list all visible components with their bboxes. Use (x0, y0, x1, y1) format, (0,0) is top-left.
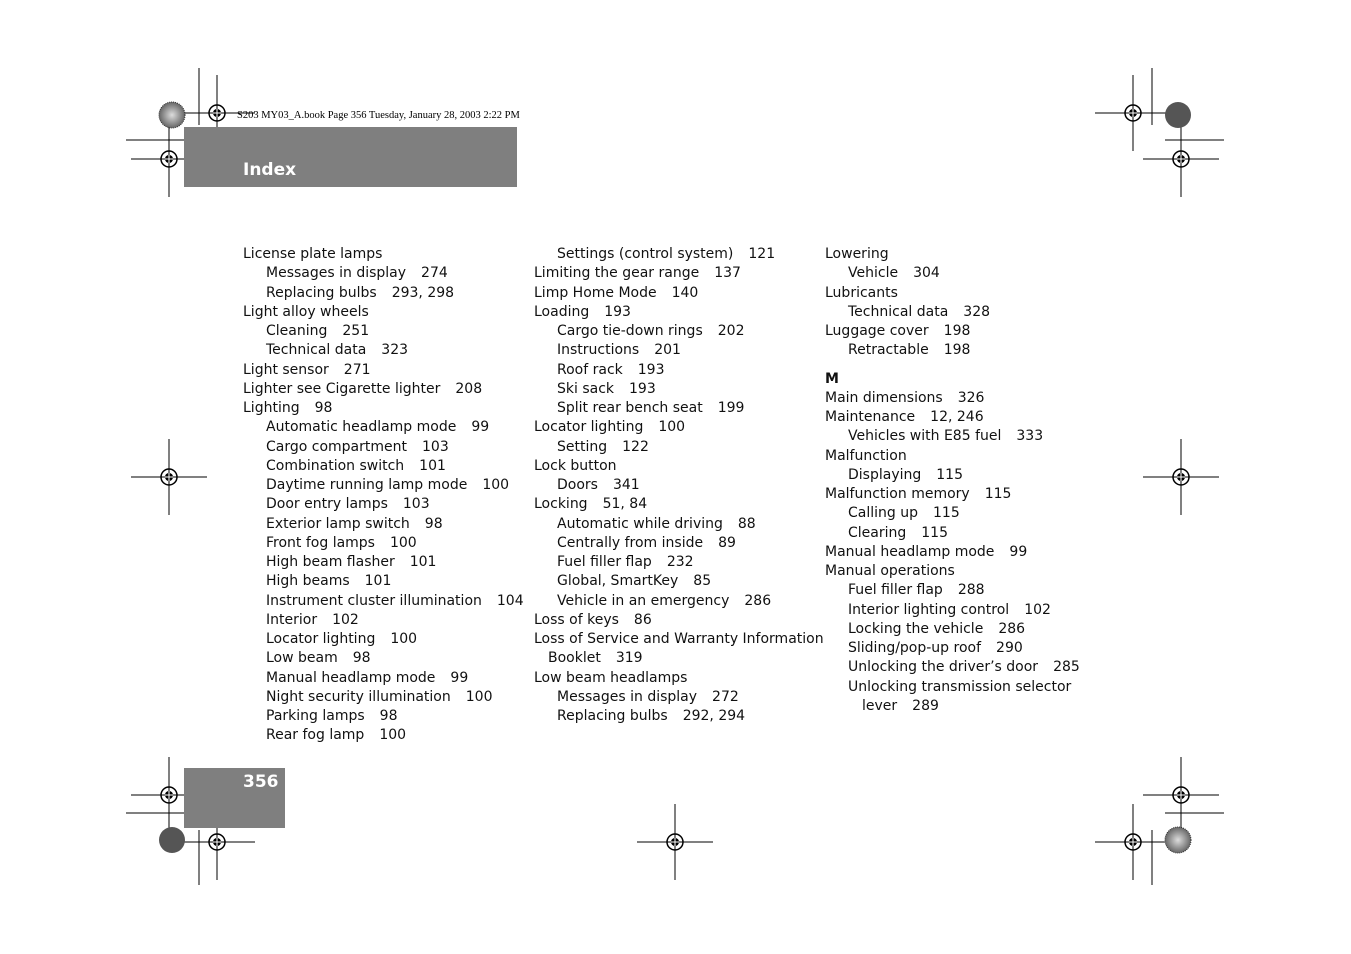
entry-page-ref: 115 (921, 524, 948, 541)
entry-term: High beam flasher (266, 554, 395, 570)
entry-term: Maintenance (825, 409, 916, 425)
entry-page-ref: 304 (913, 265, 940, 282)
entry-term: Exterior lamp switch (266, 515, 410, 532)
index-letter-heading (825, 370, 1115, 389)
entry-page-ref: 99 (1009, 543, 1028, 560)
registration-mark-icon (1143, 757, 1219, 833)
entry-page-ref: 100 (465, 688, 493, 705)
color-bar-dot-icon (1165, 827, 1191, 853)
entry-term: Instructions (557, 342, 640, 359)
registration-mark-icon (131, 439, 207, 515)
entry-page-ref: 100 (389, 534, 417, 551)
entry-page-ref: 122 (622, 438, 649, 455)
entry-page-ref: 89 (718, 534, 736, 551)
page-number-tab (184, 768, 285, 828)
print-slug: S203 MY03_A.book Page 356 Tuesday, January 28, 2003 2:22 PM (237, 110, 520, 121)
index-subentry (243, 438, 533, 457)
entry-page-ref: 198 (943, 342, 971, 359)
index-entry (825, 408, 1115, 427)
entry-page-ref: 100 (482, 477, 510, 493)
entry-term: Calling up (848, 505, 918, 522)
entry-term: Main dimensions (825, 389, 943, 406)
entry-page-ref: 102 (332, 611, 359, 628)
entry-page-ref: 293, 298 (391, 284, 455, 301)
index-subentry (243, 495, 533, 514)
entry-term: Replacing bulbs (266, 284, 377, 301)
index-entry (534, 495, 824, 514)
index-subentry (825, 427, 1115, 446)
entry-page-ref: 288 (957, 582, 985, 599)
entry-term: Messages in display (557, 688, 698, 705)
entry-term: Parking lamps (266, 708, 365, 724)
entry-term: Manual headlamp mode (266, 669, 436, 686)
index-subentry (243, 669, 533, 688)
page-number: 356 (243, 772, 279, 792)
index-subentry (534, 649, 824, 668)
entry-term: License plate lamps (243, 246, 383, 262)
index-subentry (243, 418, 533, 437)
index-subentry (243, 515, 533, 534)
entry-term: Locking (534, 496, 588, 513)
index-subentry (243, 611, 533, 630)
entry-page-ref: 140 (671, 284, 699, 301)
entry-term: Light sensor (243, 361, 329, 378)
entry-term: Loss of keys (534, 611, 619, 628)
index-subentry (243, 534, 533, 553)
entry-term: Malfunction (825, 447, 907, 464)
entry-term: Luggage cover (825, 323, 929, 339)
index-entry (534, 303, 824, 322)
entry-page-ref: 12, 246 (930, 409, 984, 425)
entry-page-ref: 98 (352, 650, 371, 667)
index-subentry (534, 553, 824, 572)
entry-term: Ski sack (557, 380, 615, 397)
index-subentry (825, 639, 1115, 658)
entry-page-ref: 86 (633, 611, 652, 628)
index-subentry (825, 264, 1115, 283)
entry-term: Split rear bench seat (557, 400, 703, 416)
entry-term: Loading (534, 303, 590, 320)
section-title: Index (243, 160, 297, 180)
entry-page-ref: 274 (421, 265, 448, 282)
entry-term: Front fog lamps (266, 534, 375, 551)
entry-term: Roof rack (557, 361, 623, 378)
entry-term: Daytime running lamp mode (266, 477, 468, 493)
entry-term: Vehicle in an emergency (557, 592, 730, 609)
entry-term: Loss of Service and Warranty Information (534, 631, 824, 647)
entry-page-ref: 102 (1024, 601, 1051, 618)
entry-term: Low beam headlamps (534, 669, 688, 686)
index-entry (243, 245, 533, 264)
index-subentry (534, 534, 824, 553)
index-subentry (825, 524, 1115, 543)
entry-term: Limp Home Mode (534, 284, 657, 301)
entry-term: Centrally from inside (557, 534, 704, 551)
index-entry (534, 630, 824, 649)
entry-page-ref: 271 (343, 361, 371, 378)
entry-term: Displaying (848, 466, 922, 483)
entry-term: Setting (557, 438, 608, 455)
index-subentry (825, 658, 1115, 677)
entry-page-ref: 272 (712, 688, 739, 705)
entry-page-ref: 193 (637, 361, 665, 378)
index-entry (534, 264, 824, 283)
entry-page-ref: 198 (943, 323, 971, 339)
entry-page-ref: 202 (717, 323, 745, 339)
entry-page-ref: 98 (379, 708, 398, 724)
index-subentry (825, 678, 1115, 697)
entry-term: Technical data (848, 303, 949, 320)
index-entry (534, 669, 824, 688)
color-bar-dot-icon (159, 827, 185, 853)
entry-page-ref: 115 (984, 486, 1012, 502)
entry-page-ref: 99 (471, 419, 490, 436)
entry-term: Fuel filler flap (557, 554, 652, 570)
index-subentry (825, 581, 1115, 600)
entry-page-ref: 208 (455, 380, 483, 397)
index-subentry (534, 361, 824, 380)
entry-page-ref: 101 (364, 573, 392, 590)
entry-page-ref: 286 (744, 592, 772, 609)
entry-term: Lighting (243, 400, 300, 416)
index-subentry (534, 515, 824, 534)
index-subentry (534, 592, 824, 611)
index-subentry (534, 341, 824, 360)
entry-term: Cargo compartment (266, 438, 407, 455)
entry-term: Cargo tie-down rings (557, 323, 703, 339)
entry-term: Automatic while driving (557, 515, 723, 532)
index-subentry (534, 399, 824, 418)
entry-term: Combination switch (266, 457, 405, 474)
entry-term: Unlocking the driver’s door (848, 659, 1039, 676)
entry-term: Replacing bulbs (557, 708, 668, 724)
entry-term: Cleaning (266, 323, 328, 339)
index-subentry (243, 284, 533, 303)
index-subentry (243, 707, 533, 726)
index-subentry (534, 688, 824, 707)
entry-term: Vehicle (848, 265, 899, 282)
index-entry (243, 399, 533, 418)
index-subentry (534, 380, 824, 399)
entry-term: Fuel filler flap (848, 582, 943, 599)
entry-page-ref: 323 (381, 342, 409, 359)
entry-term: Locking the vehicle (848, 620, 984, 637)
entry-page-ref: 289 (912, 697, 939, 714)
entry-spacer (825, 361, 1115, 370)
index-subentry (825, 601, 1115, 620)
registration-mark-icon (1143, 439, 1219, 515)
entry-page-ref: 98 (314, 400, 333, 416)
index-entry (825, 485, 1115, 504)
registration-mark-icon (1095, 804, 1171, 880)
index-subentry (825, 341, 1115, 360)
entry-page-ref: 286 (998, 620, 1026, 637)
color-bar-dot-icon (159, 102, 185, 128)
index-entry (825, 543, 1115, 562)
entry-term: Interior lighting control (848, 601, 1010, 618)
entry-term: lever (862, 697, 898, 714)
entry-page-ref: 103 (422, 438, 449, 455)
registration-mark-icon (1143, 121, 1219, 197)
index-subentry (243, 688, 533, 707)
entry-term: M (825, 370, 839, 387)
entry-term: Lighter see Cigarette lighter (243, 380, 441, 397)
index-subentry (243, 341, 533, 360)
index-subentry (534, 438, 824, 457)
entry-page-ref: 326 (957, 389, 985, 406)
index-subentry (243, 630, 533, 649)
entry-page-ref: 115 (933, 505, 960, 522)
entry-term: Unlocking transmission selector (848, 678, 1072, 695)
index-subentry (243, 726, 533, 745)
color-bar-dot-icon (1165, 102, 1191, 128)
entry-term: Light alloy wheels (243, 303, 369, 320)
entry-page-ref: 103 (402, 496, 430, 513)
entry-page-ref: 285 (1053, 659, 1080, 676)
entry-term: Messages in display (266, 265, 407, 282)
entry-term: Global, SmartKey (557, 573, 679, 590)
index-column-3 (825, 245, 1115, 716)
registration-mark-icon (1095, 75, 1171, 151)
entry-term: Clearing (848, 524, 907, 541)
index-subentry (825, 697, 1115, 716)
index-entry (825, 245, 1115, 264)
entry-term: Instrument cluster illumination (266, 592, 482, 609)
entry-term: Locator lighting (534, 419, 644, 436)
index-subentry (825, 466, 1115, 485)
entry-page-ref: 333 (1016, 428, 1044, 445)
entry-term: Automatic headlamp mode (266, 419, 457, 436)
index-subentry (243, 649, 533, 668)
entry-term: Settings (control system) (557, 246, 734, 262)
entry-term: Locator lighting (266, 631, 376, 647)
entry-term: Rear fog lamp (266, 727, 365, 744)
index-subentry (825, 620, 1115, 639)
entry-term: Lock button (534, 457, 617, 474)
entry-term: Door entry lamps (266, 496, 388, 513)
index-entry (243, 361, 533, 380)
entry-page-ref: 232 (666, 554, 694, 570)
entry-page-ref: 137 (714, 265, 741, 282)
entry-page-ref: 101 (419, 457, 446, 474)
index-subentry (243, 553, 533, 572)
index-subentry (243, 592, 533, 611)
index-entry (825, 447, 1115, 466)
entry-page-ref: 100 (658, 419, 686, 436)
entry-term: Retractable (848, 342, 929, 359)
index-entry (534, 611, 824, 630)
index-subentry (243, 457, 533, 476)
entry-page-ref: 290 (996, 640, 1023, 656)
entry-term: Malfunction memory (825, 486, 970, 502)
index-subentry (243, 264, 533, 283)
index-subentry (534, 707, 824, 726)
entry-term: Booklet (548, 650, 601, 667)
index-subentry (534, 572, 824, 591)
entry-page-ref: 341 (612, 477, 640, 493)
entry-term: Doors (557, 477, 598, 493)
entry-page-ref: 99 (450, 669, 469, 686)
index-subentry (243, 322, 533, 341)
entry-term: Technical data (266, 342, 367, 359)
entry-page-ref: 328 (963, 303, 991, 320)
entry-term: Vehicles with E85 fuel (848, 428, 1002, 445)
index-entry (825, 389, 1115, 408)
index-subentry (534, 476, 824, 495)
entry-page-ref: 193 (604, 303, 631, 320)
entry-page-ref: 201 (654, 342, 681, 359)
entry-term: Manual operations (825, 563, 955, 579)
index-entry (534, 284, 824, 303)
index-subentry (243, 476, 533, 495)
entry-term: Night security illumination (266, 688, 451, 705)
entry-page-ref: 100 (390, 631, 418, 647)
index-subentry (825, 303, 1115, 322)
index-subentry (243, 572, 533, 591)
entry-term: Manual headlamp mode (825, 543, 995, 560)
entry-term: High beams (266, 573, 350, 590)
entry-term: Interior (266, 611, 318, 628)
index-column-2 (534, 245, 824, 726)
index-entry (825, 322, 1115, 341)
entry-term: Lubricants (825, 284, 898, 301)
entry-page-ref: 88 (737, 515, 756, 532)
entry-term: Limiting the gear range (534, 265, 700, 282)
entry-page-ref: 104 (496, 592, 524, 609)
index-subentry (825, 504, 1115, 523)
index-entry (534, 457, 824, 476)
entry-page-ref: 121 (748, 246, 776, 262)
index-subentry (534, 322, 824, 341)
index-entry (825, 562, 1115, 581)
entry-page-ref: 51, 84 (602, 496, 648, 513)
index-entry (825, 284, 1115, 303)
index-subentry (534, 245, 824, 264)
entry-page-ref: 115 (936, 466, 963, 483)
entry-page-ref: 251 (342, 323, 370, 339)
index-entry (243, 380, 533, 399)
entry-term: Lowering (825, 246, 889, 262)
entry-page-ref: 100 (379, 727, 407, 744)
entry-page-ref: 85 (693, 573, 712, 590)
entry-page-ref: 193 (629, 380, 656, 397)
section-header (184, 127, 517, 187)
entry-page-ref: 292, 294 (682, 708, 746, 724)
entry-page-ref: 319 (615, 650, 643, 667)
index-entry (243, 303, 533, 322)
entry-term: Low beam (266, 650, 338, 667)
entry-page-ref: 101 (409, 554, 437, 570)
index-column-1 (243, 245, 533, 746)
registration-mark-icon (637, 804, 713, 880)
entry-page-ref: 98 (424, 515, 443, 532)
entry-term: Sliding/pop-up roof (848, 640, 982, 656)
index-entry (534, 418, 824, 437)
entry-page-ref: 199 (717, 400, 745, 416)
